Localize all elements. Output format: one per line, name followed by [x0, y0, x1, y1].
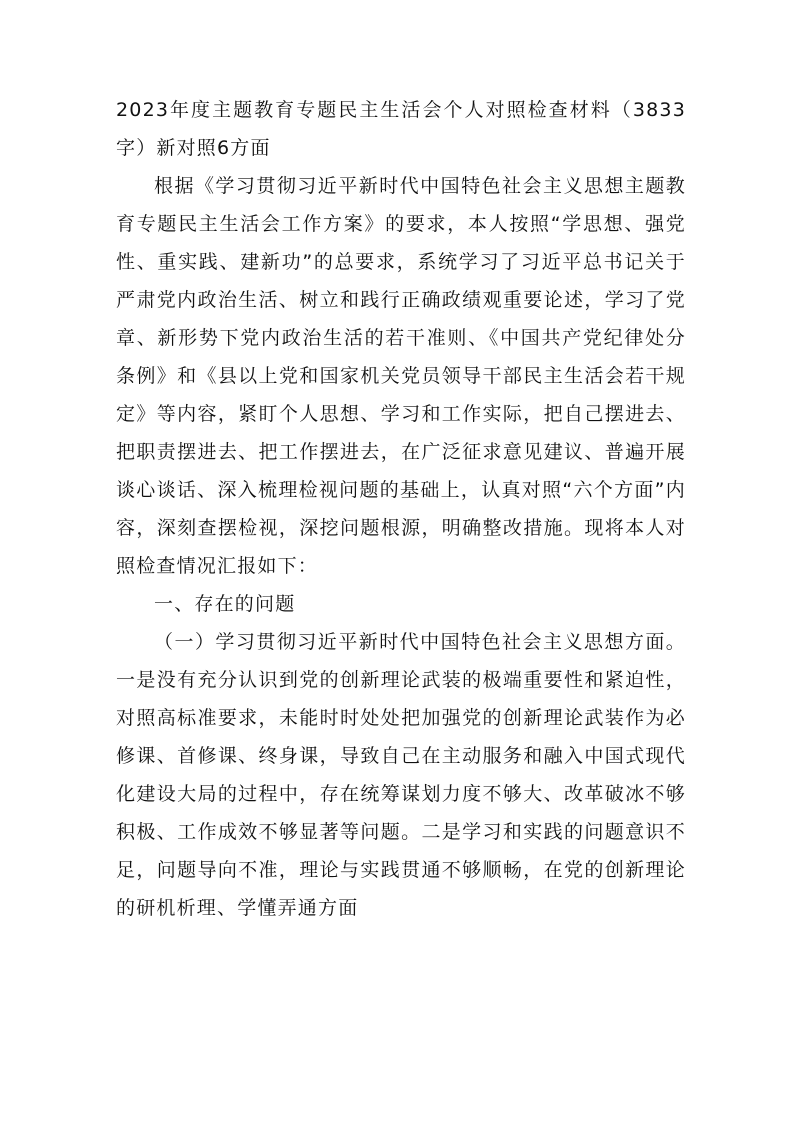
document-page	[116, 91, 686, 927]
section-heading: 一、存在的问题	[154, 593, 296, 615]
document-title: 2023年度主题教育专题民主生活会个人对照检查材料（3833字）新对照6方面	[116, 99, 686, 159]
intro-paragraph: 根据《学习贯彻习近平新时代中国特色社会主义思想主题教育专题民主生活会工作方案》的要求，本人按照“学思想、强党性、重实践、建新功”的总要求，系统学习了习近平总书记关于严肃党内政治生活、树立和践行正确政绩观重要论述，学习了党章、新形势下党内政治生活的若干准则、《中国共产党纪律处分条例》和《县以上党和国家机关党员领导干部民主生活会若干规定》等内容，紧盯个人思想、学习和工作实际，把自己摆进去、把职责摆进去、把工作摆进去，在广泛征求意见建议、普遍开展谈心谈话、深入梳理检视问题的基础上，认真对照“六个方面”内容，深刻查摆检视，深挖问题根源，明确整改措施。现将本人对照检查情况汇报如下：	[116, 175, 686, 577]
section-paragraph: （一）学习贯彻习近平新时代中国特色社会主义思想方面。一是没有充分认识到党的创新理论武装的极端重要性和紧迫性，对照高标准要求，未能时时处处把加强党的创新理论武装作为必修课、首修课、终身课，导致自己在主动服务和融入中国式现代化建设大局的过程中，存在统筹谋划力度不够大、改革破冰不够积极、工作成效不够显著等问题。二是学习和实践的问题意识不足，问题导向不准，理论与实践贯通不够顺畅，在党的创新理论的研机析理、学懂弄通方面	[116, 631, 686, 919]
